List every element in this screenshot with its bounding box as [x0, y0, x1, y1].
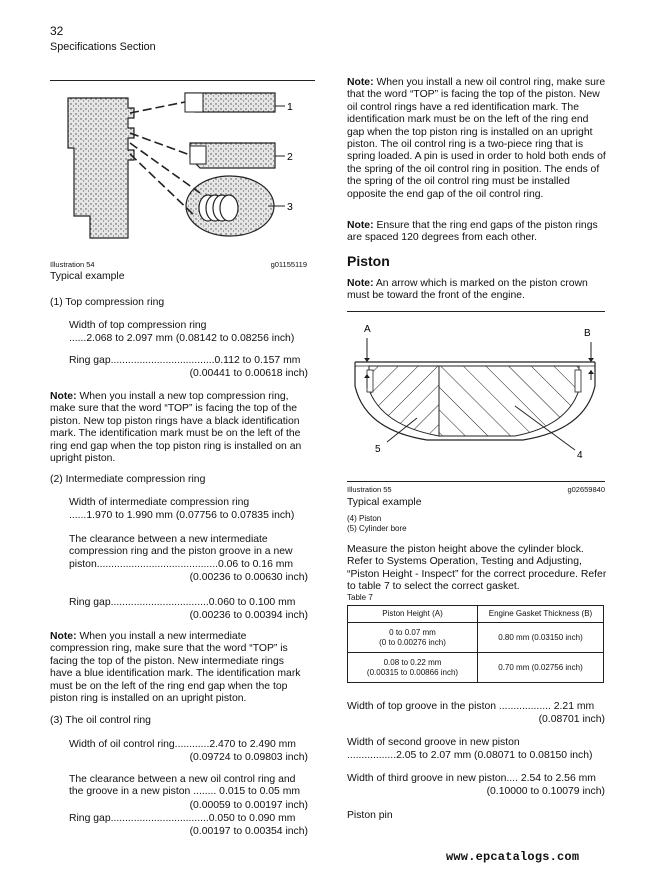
second-groove-value: .................2.05 to 2.07 mm (0.08071 to 0.08150 inch) — [347, 750, 593, 761]
illustration-55-piston-height — [347, 318, 605, 470]
intermediate-ring-width-label: Width of intermediate compression ring — [69, 497, 250, 508]
callout-3: 3 — [287, 201, 293, 213]
piston-height-mm: 0 to 0.07 mm — [389, 627, 436, 637]
cylinder-bore-section — [369, 366, 439, 436]
intermediate-ring-clearance: The clearance between a new intermediate compression ring and the piston groove in a new piston..........................................0.06 to 0.16 mm — [69, 534, 294, 570]
oil-ring-clearance: The clearance between a new oil control ring and the groove in a new piston ........ 0.015 to 0.05 mm — [69, 774, 301, 798]
illustration-55-bottom-rule — [347, 481, 605, 482]
top-ring-gap-inch: (0.00441 to 0.00618 inch) — [189, 368, 308, 379]
illustration-55-id: Illustration 55 — [347, 485, 392, 494]
table-header: Engine Gasket Thickness (B) — [478, 606, 604, 623]
top-ring-heading: (1) Top compression ring — [50, 297, 165, 308]
illustration-54-caption: Typical example — [50, 271, 125, 282]
oil-ring-width-inch: (0.09724 to 0.09803 inch) — [189, 752, 308, 763]
intermediate-ring-heading: (2) Intermediate compression ring — [50, 474, 206, 485]
illustration-54-piston-rings — [50, 88, 315, 256]
label-a: A — [364, 324, 371, 335]
intermediate-ring-note — [50, 631, 308, 705]
intermediate-ring-gap-inch: (0.00236 to 0.00394 inch) — [189, 610, 308, 621]
oil-ring-heading: (3) The oil control ring — [50, 715, 151, 726]
second-groove-label: Width of second groove in new piston — [347, 737, 520, 748]
third-groove-inch: (0.10000 to 0.10079 inch) — [486, 786, 605, 797]
oil-ring-gap: Ring gap..................................0.050 to 0.090 mm — [69, 813, 296, 824]
piston-section — [439, 366, 579, 436]
note-text: An arrow which is marked on the piston crown must be toward the front of the engine. — [347, 278, 588, 302]
label-4: 4 — [577, 450, 583, 461]
oil-ring-clearance-inch: (0.00059 to 0.00197 inch) — [189, 800, 308, 811]
table-7-title: Table 7 — [347, 593, 373, 602]
third-groove-width: Width of third groove in new piston.... 2.54 to 2.56 mm — [347, 773, 596, 784]
table-7 — [347, 605, 604, 683]
piston-heading: Piston — [347, 253, 390, 269]
piston-height-inch: (0 to 0.00276 inch) — [379, 637, 446, 647]
note-text: When you install a new top compression ring, make sure that the word “TOP” is facing the top of the piston. New top piston rings have a black identification mark. The identification mark must be on the left of the ring end gap when the top piston ring is installed on an upright piston. — [50, 391, 302, 465]
intermediate-ring-clearance-inch: (0.00236 to 0.00630 inch) — [189, 572, 308, 583]
illustration-55-code: g02659840 — [567, 485, 605, 494]
top-ring-gap: Ring gap....................................0.112 to 0.157 mm — [69, 355, 301, 366]
top-ring-width-label: Width of top compression ring — [69, 320, 207, 331]
table-header: Piston Height (A) — [348, 606, 478, 623]
note-text: When you install a new intermediate compression ring, make sure that the word “TOP” is facing the top of the piston. New intermediate rings have a blue identification mark. The identification mark must be on the left of the ring end gap when the top piston ring is installed on an upright piston. — [50, 631, 301, 705]
note-text: Ensure that the ring end gaps of the piston rings are spaced 120 degrees from each other. — [347, 220, 598, 244]
piston-arrow-note — [347, 278, 607, 303]
label-b: B — [584, 328, 591, 339]
watermark-link[interactable]: www.epcatalogs.com — [446, 850, 580, 864]
table-header-row — [348, 606, 604, 623]
piston-section-shape — [68, 98, 134, 238]
legend-piston: (4) Piston — [347, 514, 382, 523]
illustration-54-id: Illustration 54 — [50, 260, 95, 269]
table-cell — [348, 653, 478, 683]
header-rule-left — [50, 80, 315, 81]
page-number: 32 — [50, 24, 64, 38]
callout-1: 1 — [287, 101, 293, 113]
illustration-55-top-rule — [347, 311, 605, 312]
legend-cylinder-bore: (5) Cylinder bore — [347, 524, 407, 533]
table-cell — [348, 623, 478, 653]
note-label: Note: — [347, 220, 374, 231]
oil-ring-install-note — [347, 77, 607, 201]
top-groove-inch: (0.08701 inch) — [538, 714, 605, 725]
piston-height-mm: 0.08 to 0.22 mm — [383, 657, 442, 667]
intermediate-ring-gap: Ring gap..................................0.060 to 0.100 mm — [69, 597, 296, 608]
note-label: Note: — [50, 631, 77, 642]
measure-paragraph: Measure the piston height above the cylinder block. Refer to Systems Operation, Testing and Adjusting, “Piston Height - Inspect” for the correct procedure. Refer to table 7 to select the correct gasket. — [347, 544, 607, 593]
piston-pin-heading: Piston pin — [347, 810, 393, 821]
piston-height-inch: (0.00315 to 0.00866 inch) — [366, 667, 459, 677]
note-label: Note: — [347, 77, 374, 88]
illustration-54-code: g01155119 — [270, 260, 307, 269]
illustration-55-caption: Typical example — [347, 497, 422, 508]
oil-ring-gap-inch: (0.00197 to 0.00354 inch) — [189, 826, 308, 837]
callout-2: 2 — [287, 151, 293, 163]
ring-gap-spacing-note — [347, 220, 607, 245]
oil-ring-width: Width of oil control ring............2.470 to 2.490 mm — [69, 739, 296, 750]
intermediate-ring-width-value: ......1.970 to 1.990 mm (0.07756 to 0.07835 inch) — [69, 510, 295, 521]
table-row — [348, 653, 604, 683]
note-label: Note: — [347, 278, 374, 289]
top-ring-width-value: ......2.068 to 2.097 mm (0.08142 to 0.08256 inch) — [69, 333, 295, 344]
table-row — [348, 623, 604, 653]
table-cell: 0.70 mm (0.02756 inch) — [478, 653, 604, 683]
top-ring-note — [50, 391, 308, 465]
table-cell: 0.80 mm (0.03150 inch) — [478, 623, 604, 653]
label-5: 5 — [375, 444, 381, 455]
oil-ring-coils — [199, 195, 238, 221]
note-text: When you install a new oil control ring, make sure that the word “TOP” is facing the top of the piston. New oil control rings have a red identification mark. The identification mark must be on the left of the ring end gap when the top piston ring is installed on an upright piston. The oil control ring is a two-piece ring that is spring loaded. A pin is used in order to hold both ends of the spring of the oil control ring in position. The ends of the spring of the oil control ring must be installed opposite the end gap of the oil control ring. — [347, 77, 606, 200]
section-title: Specifications Section — [50, 41, 156, 53]
top-groove-width: Width of top groove in the piston .................. 2.21 mm — [347, 701, 595, 712]
note-label: Note: — [50, 391, 77, 402]
